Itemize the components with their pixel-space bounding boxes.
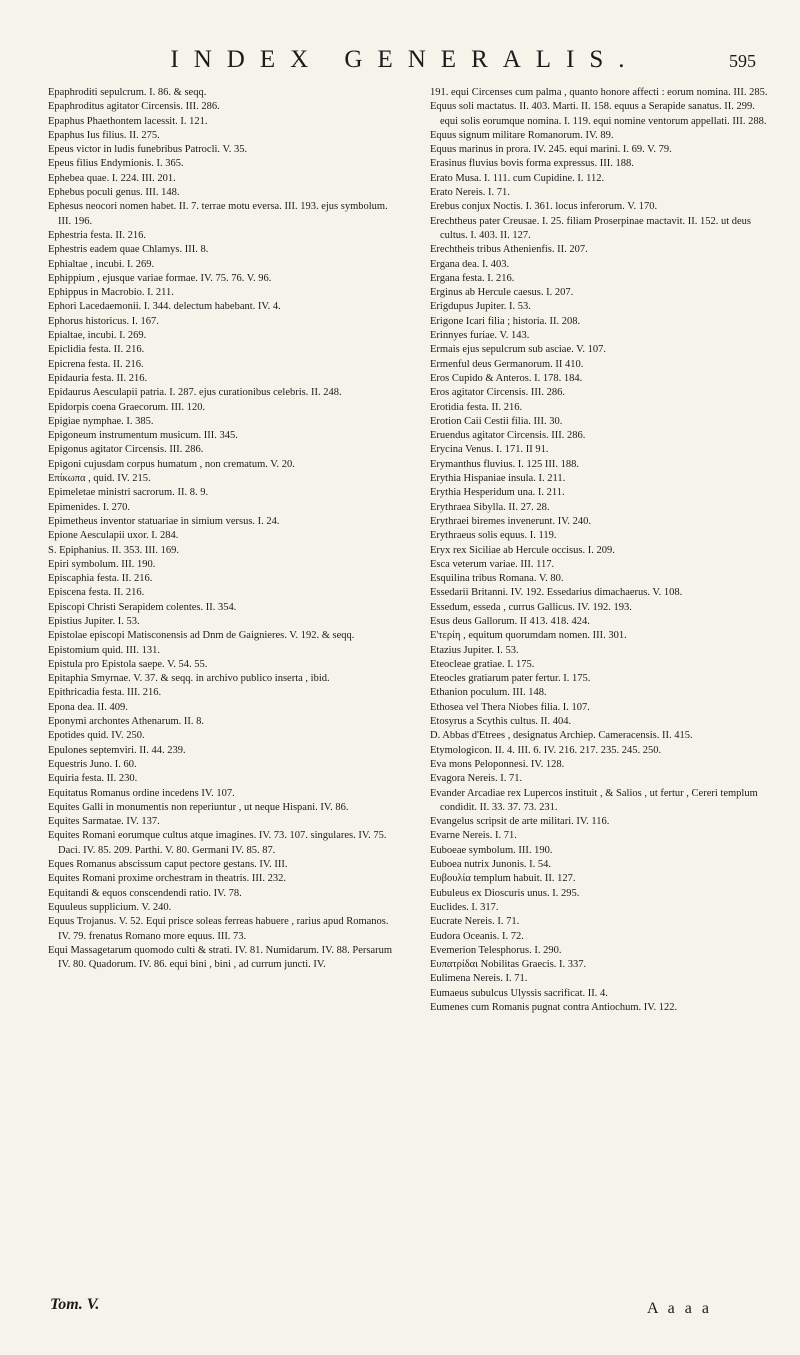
index-entry: Epaphus Phaethontem lacessit. I. 121. — [48, 115, 208, 127]
index-entry: Epiri symbolum. III. 190. — [48, 558, 156, 570]
index-entry: Erato Musa. I. 111. cum Cupidine. I. 112. — [430, 172, 605, 184]
index-entry: Epigoneum instrumentum musicum. III. 345. — [48, 430, 238, 442]
index-entry: Eryx rex Siciliae ab Hercule occisus. I. 209. — [430, 544, 615, 556]
index-entry: Epeus filius Endymionis. I. 365. — [48, 158, 184, 170]
index-entry: Erotidia festa. II. 216. — [430, 401, 523, 413]
index-entry: Epaphroditus agitator Circensis. III. 286. — [48, 101, 220, 113]
index-entry: Epitaphia Smyrnae. V. 37. & seqq. in archivo publico inserta , ibid. — [48, 673, 330, 685]
index-entry: Esca veterum variae. III. 117. — [430, 558, 555, 570]
index-entry: Ephippium , ejusque variae formae. IV. 75. 76. V. 96. — [48, 272, 272, 284]
index-entry: Epiclidia festa. II. 216. — [48, 344, 145, 356]
index-entry: Evemerion Telesphorus. I. 290. — [430, 944, 562, 956]
index-entry: Epigoni cujusdam corpus humatum , non crematum. V. 20. — [48, 458, 295, 470]
index-entry: Ermenful deus Germanorum. II 410. — [430, 358, 584, 370]
index-entry: Equitandi & equos conscendendi ratio. IV. 78. — [48, 887, 242, 899]
left-index-column — [48, 86, 398, 972]
index-entry: Ε'τερίη , equitum quorumdam nomen. III. 301. — [430, 630, 627, 642]
index-entry: Erinnyes furiae. V. 143. — [430, 330, 530, 342]
index-entry: Euboea nutrix Junonis. I. 54. — [430, 859, 552, 871]
index-entry: Equitatus Romanus ordine incedens IV. 107. — [48, 787, 235, 799]
index-entry: Epistolae episcopi Matisconensis ad Dnm de Gaignieres. V. 192. & seqq. — [48, 630, 355, 642]
index-entry: Episcaphia festa. II. 216. — [48, 573, 153, 585]
index-entry: Erechtheus pater Creusae. I. 25. filiam Proserpinae mactavit. II. 152. ut deus cultus. I. 403. II. 127. — [430, 215, 752, 241]
index-entry: Epimeletae ministri sacrorum. II. 8. 9. — [48, 487, 209, 499]
index-entry: Eulimena Nereis. I. 71. — [430, 973, 528, 985]
index-entry: Essedum, esseda , currus Gallicus. IV. 192. 193. — [430, 601, 632, 613]
index-entry: Eteocles gratiarum pater fertur. I. 175. — [430, 673, 591, 685]
index-entry: Epithricadia festa. III. 216. — [48, 687, 162, 699]
index-entry: Epigiae nymphae. I. 385. — [48, 415, 154, 427]
index-entry: Epione Aesculapii uxor. I. 284. — [48, 530, 179, 542]
index-entry: Equus soli mactatus. II. 403. Marti. II. 158. equus a Serapide sanatus. II. 299. equi solis eorumque nomina. I. 119. equi nomine ventorum appellati. III. 288. — [430, 101, 767, 127]
index-entry: Equiria festa. II. 230. — [48, 773, 138, 785]
running-title: INDEX GENERALIS. — [170, 46, 640, 73]
index-entry: 191. equi Circenses cum palma , quanto honore affecti : eorum nomina. III. 285. — [430, 87, 768, 98]
index-entry: Ephorus historicus. I. 167. — [48, 315, 159, 327]
index-entry: Etosyrus a Scythis cultus. II. 404. — [430, 716, 572, 728]
index-entry: Ephippus in Macrobio. I. 211. — [48, 287, 174, 299]
index-entry: Equites Romani eorumque cultus atque imagines. IV. 73. 107. singulares. IV. 75. Daci. IV. 85. 209. Parthi. V. 80. Germani IV. 85. 87. — [48, 830, 387, 856]
index-entry: Ethosea vel Thera Niobes filia. I. 107. — [430, 701, 590, 713]
index-entry: Epotides quid. IV. 250. — [48, 730, 145, 742]
index-entry: Equites Sarmatae. IV. 137. — [48, 816, 160, 828]
index-entry: Ergana festa. I. 216. — [430, 272, 515, 284]
index-entry: Epimetheus inventor statuariae in simium versus. I. 24. — [48, 515, 280, 527]
index-entry: Epistula pro Epistola saepe. V. 54. 55. — [48, 658, 208, 670]
index-entry: Evarne Nereis. I. 71. — [430, 830, 517, 842]
index-entry: Eros Cupido & Anteros. I. 178. 184. — [430, 372, 583, 384]
index-entry: Erycina Venus. I. 171. II 91. — [430, 444, 549, 456]
index-entry: Epidauria festa. II. 216. — [48, 372, 148, 384]
index-entry: Evander Arcadiae rex Lupercos instituit , & Salios , ut fertur , Cereri templum condidit. II. 33. 37. 73. 231. — [430, 787, 758, 813]
index-entry: Eponymi archontes Athenarum. II. 8. — [48, 716, 205, 728]
index-entry: Ephori Lacedaemonii. I. 344. delectum habebant. IV. 4. — [48, 301, 281, 313]
index-entry: Eques Romanus abscissum caput pectore gestans. IV. III. — [48, 859, 288, 871]
page-number: 595 — [729, 51, 756, 71]
index-entry: Ephebea quae. I. 224. III. 201. — [48, 172, 176, 184]
index-entry: Euclides. I. 317. — [430, 901, 499, 913]
index-entry: Erginus ab Hercule caesus. I. 207. — [430, 287, 574, 299]
index-entry: Equi Massagetarum quomodo culti & strati. IV. 81. Numidarum. IV. 88. Persarum IV. 80. Quadorum. IV. 86. equi bini , bini , ad currum juncti. IV. — [48, 944, 393, 971]
index-entry: Erato Nereis. I. 71. — [430, 187, 510, 199]
index-entry: Equus Trojanus. V. 52. Equi prisce soleas ferreas habuere , rarius apud Romanos. IV. 79. frenatus Romano more equus. III. 73. — [48, 916, 389, 942]
index-entry: Epialtae, incubi. I. 269. — [48, 330, 147, 342]
index-entry: Ephestris eadem quae Chlamys. III. 8. — [48, 244, 209, 256]
index-entry: Ermais ejus sepulcrum sub asciae. V. 107. — [430, 344, 607, 356]
index-entry: Equus marinus in prora. IV. 245. equi marini. I. 69. V. 79. — [430, 144, 672, 156]
index-entry: Erotion Caii Cestii filia. III. 30. — [430, 415, 563, 427]
index-entry: Epistius Jupiter. I. 53. — [48, 615, 140, 627]
index-entry: Etymologicon. II. 4. III. 6. IV. 216. 217. 235. 245. 250. — [430, 744, 662, 756]
right-index-column — [430, 86, 775, 1015]
index-entry: S. Epiphanius. II. 353. III. 169. — [48, 544, 179, 556]
index-entry: D. Abbas d'Etrees , designatus Archiep. Cameracensis. II. 415. — [430, 730, 693, 742]
index-entry: Esus deus Gallorum. II 413. 418. 424. — [430, 615, 590, 627]
index-entry: Erechtheis tribus Athenienfis. II. 207. — [430, 244, 588, 256]
index-entry: Epicrena festa. II. 216. — [48, 358, 144, 370]
index-entry: Epimenides. I. 270. — [48, 501, 130, 513]
index-entry: Erythia Hispaniae insula. I. 211. — [430, 473, 566, 485]
index-entry: Episcena festa. II. 216. — [48, 587, 145, 599]
index-entry: Eubuleus ex Dioscuris unus. I. 295. — [430, 887, 580, 899]
index-entry: Eudora Oceanis. I. 72. — [430, 930, 524, 942]
index-entry: Epeus victor in ludis funebribus Patrocli. V. 35. — [48, 144, 248, 156]
index-entry: Eva mons Peloponnesi. IV. 128. — [430, 758, 565, 770]
index-entry: Essedarii Britanni. IV. 192. Essedarius dimachaerus. V. 108. — [430, 587, 683, 599]
index-entry: Ephestria festa. II. 216. — [48, 229, 146, 241]
index-entry: Eruendus agitator Circensis. III. 286. — [430, 430, 586, 442]
index-entry: Evagora Nereis. I. 71. — [430, 773, 523, 785]
index-entry: Ephesus neocori nomen habet. II. 7. terrae motu eversa. III. 193. ejus symbolum. III. 196. — [48, 201, 388, 227]
index-entry: Eros agitator Circensis. III. 286. — [430, 387, 566, 399]
index-entry: Epulones septemviri. II. 44. 239. — [48, 744, 186, 756]
index-entry: Eumenes cum Romanis pugnat contra Antiochum. IV. 122. — [430, 1002, 678, 1013]
index-entry: Epaphus Ius filius. II. 275. — [48, 129, 160, 141]
index-entry: Equites Galli in monumentis non reperiuntur , ut neque Hispani. IV. 86. — [48, 801, 349, 813]
index-entry: Erythraei biremes invenerunt. IV. 240. — [430, 515, 592, 527]
index-entry: Erythraea Sibylla. II. 27. 28. — [430, 501, 550, 513]
index-entry: Επίκωπα , quid. IV. 215. — [48, 473, 151, 485]
index-entry: Ergana dea. I. 403. — [430, 258, 510, 270]
index-entry: Esquilina tribus Romana. V. 80. — [430, 573, 564, 585]
volume-label: Tom. V. — [50, 1296, 100, 1313]
index-entry: Epistomium quid. III. 131. — [48, 644, 160, 656]
index-entry: Erigone Icari filia ; historia. II. 208. — [430, 315, 581, 327]
index-entry: Erythia Hesperidum una. I. 211. — [430, 487, 565, 499]
index-entry: Eucrate Nereis. I. 71. — [430, 916, 520, 928]
index-entry: Erigdupus Jupiter. I. 53. — [430, 301, 531, 313]
signature-mark: A a a a — [647, 1300, 712, 1317]
page-header — [0, 46, 800, 86]
index-entry: Epidaurus Aesculapii patria. I. 287. ejus curationibus celebris. II. 248. — [48, 387, 342, 399]
index-entry: Eumaeus subulcus Ulyssis sacrificat. II. 4. — [430, 987, 608, 999]
index-entry: Ευπατρίδαι Nobilitas Graecis. I. 337. — [430, 959, 587, 971]
index-entry: Erebus conjux Noctis. I. 361. locus inferorum. V. 170. — [430, 201, 658, 213]
index-entry: Equus signum militare Romanorum. IV. 89. — [430, 129, 614, 141]
index-entry: Eteocleae gratiae. I. 175. — [430, 658, 535, 670]
index-entry: Ephialtae , incubi. I. 269. — [48, 258, 155, 270]
index-entry: Epona dea. II. 409. — [48, 701, 128, 713]
index-entry: Epidorpis coena Graecorum. III. 120. — [48, 401, 206, 413]
index-entry: Erymanthus fluvius. I. 125 III. 188. — [430, 458, 580, 470]
index-entry: Ευβουλία templum habuit. II. 127. — [430, 873, 576, 885]
index-entry: Episcopi Christi Serapidem colentes. II. 354. — [48, 601, 237, 613]
index-entry: Ephebus poculi genus. III. 148. — [48, 187, 180, 199]
index-entry: Euboeae symbolum. III. 190. — [430, 844, 553, 856]
index-entry: Epigonus agitator Circensis. III. 286. — [48, 444, 204, 456]
index-entry: Etazius Jupiter. I. 53. — [430, 644, 519, 656]
index-entry: Equuleus supplicium. V. 240. — [48, 901, 172, 913]
index-entry: Erythraeus solis equus. I. 119. — [430, 530, 557, 542]
index-entry: Equites Romani proxime orchestram in theatris. III. 232. — [48, 873, 286, 885]
index-entry: Evangelus scripsit de arte militari. IV. 116. — [430, 816, 610, 828]
index-entry: Equestris Juno. I. 60. — [48, 758, 137, 770]
index-entry: Erasinus fluvius bovis forma expressus. III. 188. — [430, 158, 634, 170]
index-entry: Epaphroditi sepulcrum. I. 86. & seqq. — [48, 87, 207, 98]
index-entry: Ethanion poculum. III. 148. — [430, 687, 547, 699]
